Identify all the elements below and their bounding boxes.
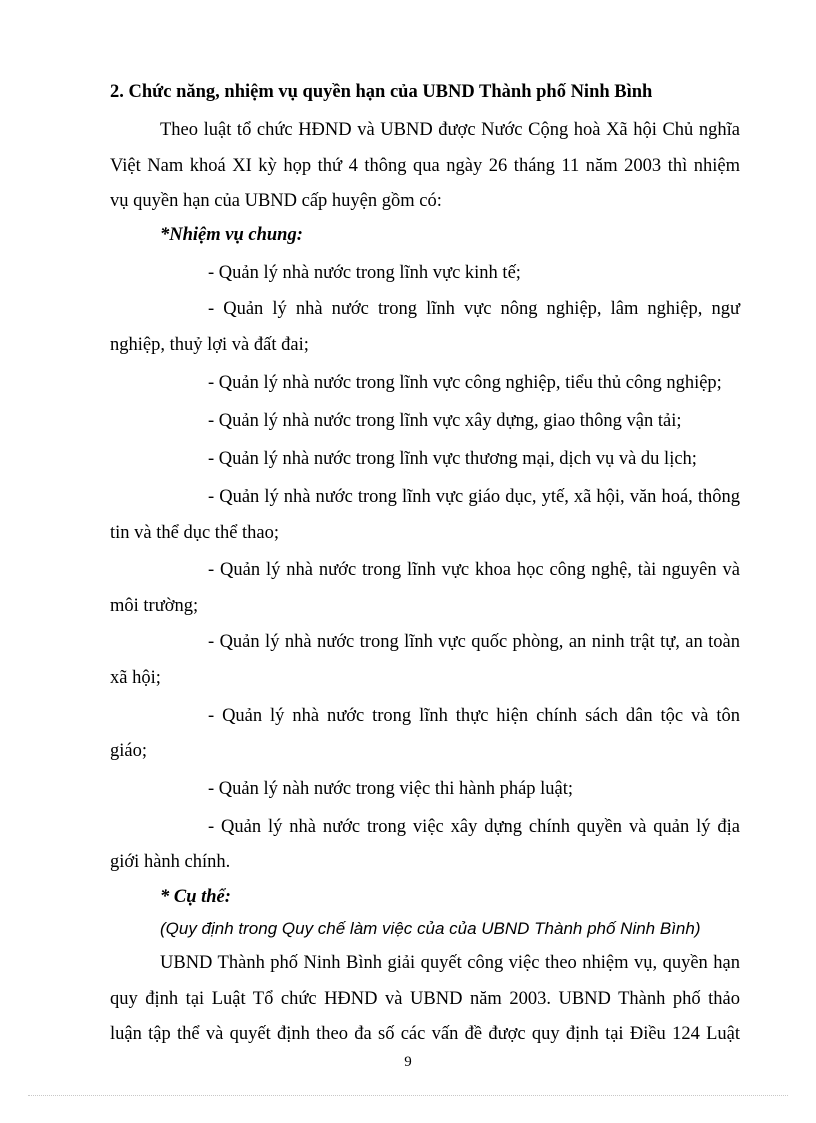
duty-line: - Quản lý nhà nước trong lĩnh vực xây dựng, giao thông vận tải; bbox=[208, 411, 682, 431]
duty-line: - Quản lý nhà nước trong lĩnh vực khoa học công nghệ, tài nguyên và bbox=[208, 560, 740, 580]
page-bottom-divider bbox=[28, 1095, 788, 1096]
specific-note: (Quy định trong Quy chế làm việc của của UBND Thành phố Ninh Bình) bbox=[160, 919, 701, 938]
duty-line: - Quản lý nhà nước trong việc xây dựng chính quyền và quản lý địa bbox=[208, 817, 740, 837]
page-number: 9 bbox=[404, 1054, 412, 1070]
duty-line: - Quản lý nàh nước trong việc thi hành pháp luật; bbox=[208, 779, 574, 799]
duty-line: - Quản lý nhà nước trong lĩnh vực thương mại, dịch vụ và du lịch; bbox=[208, 449, 697, 469]
intro-line-1: Theo luật tổ chức HĐND và UBND được Nước Cộng hoà Xã hội Chủ nghĩa bbox=[160, 120, 740, 140]
duty-line: - Quản lý nhà nước trong lĩnh vực kinh tế; bbox=[208, 263, 521, 283]
intro-line-2: Việt Nam khoá XI kỳ họp thứ 4 thông qua ngày 26 tháng 11 năm 2003 thì nhiệm bbox=[110, 156, 740, 176]
closing-line-2: quy định tại Luật Tổ chức HĐND và UBND năm 2003. UBND Thành phố thảo bbox=[110, 989, 740, 1009]
duty-line: - Quản lý nhà nước trong lĩnh vực quốc phòng, an ninh trật tự, an toàn bbox=[208, 632, 740, 652]
general-duties-heading: *Nhiệm vụ chung: bbox=[160, 225, 303, 245]
duty-line: môi trường; bbox=[110, 596, 199, 616]
intro-line-3: vụ quyền hạn của UBND cấp huyện gồm có: bbox=[110, 191, 442, 211]
closing-line-3: luận tập thể và quyết định theo đa số các vấn đề được quy định tại Điều 124 Luật bbox=[110, 1024, 740, 1044]
duty-line: - Quản lý nhà nước trong lĩnh vực nông nghiệp, lâm nghiệp, ngư bbox=[208, 299, 740, 319]
duty-line: - Quản lý nhà nước trong lĩnh vực giáo dục, ytế, xã hội, văn hoá, thông bbox=[208, 487, 740, 507]
duty-line: - Quản lý nhà nước trong lĩnh thực hiện chính sách dân tộc và tôn bbox=[208, 706, 740, 726]
duty-line: giáo; bbox=[110, 741, 147, 761]
duty-line: xã hội; bbox=[110, 668, 161, 688]
specific-heading: * Cụ thể: bbox=[160, 887, 231, 907]
duty-line: nghiệp, thuỷ lợi và đất đai; bbox=[110, 335, 309, 355]
duty-line: tin và thể dục thể thao; bbox=[110, 523, 280, 543]
duty-line: - Quản lý nhà nước trong lĩnh vực công nghiệp, tiểu thủ công nghiệp; bbox=[208, 373, 722, 393]
closing-line-1: UBND Thành phố Ninh Bình giải quyết công việc theo nhiệm vụ, quyền hạn bbox=[160, 953, 740, 973]
section-heading: 2. Chức năng, nhiệm vụ quyền hạn của UBND Thành phố Ninh Bình bbox=[110, 82, 653, 102]
duty-line: giới hành chính. bbox=[110, 852, 231, 872]
